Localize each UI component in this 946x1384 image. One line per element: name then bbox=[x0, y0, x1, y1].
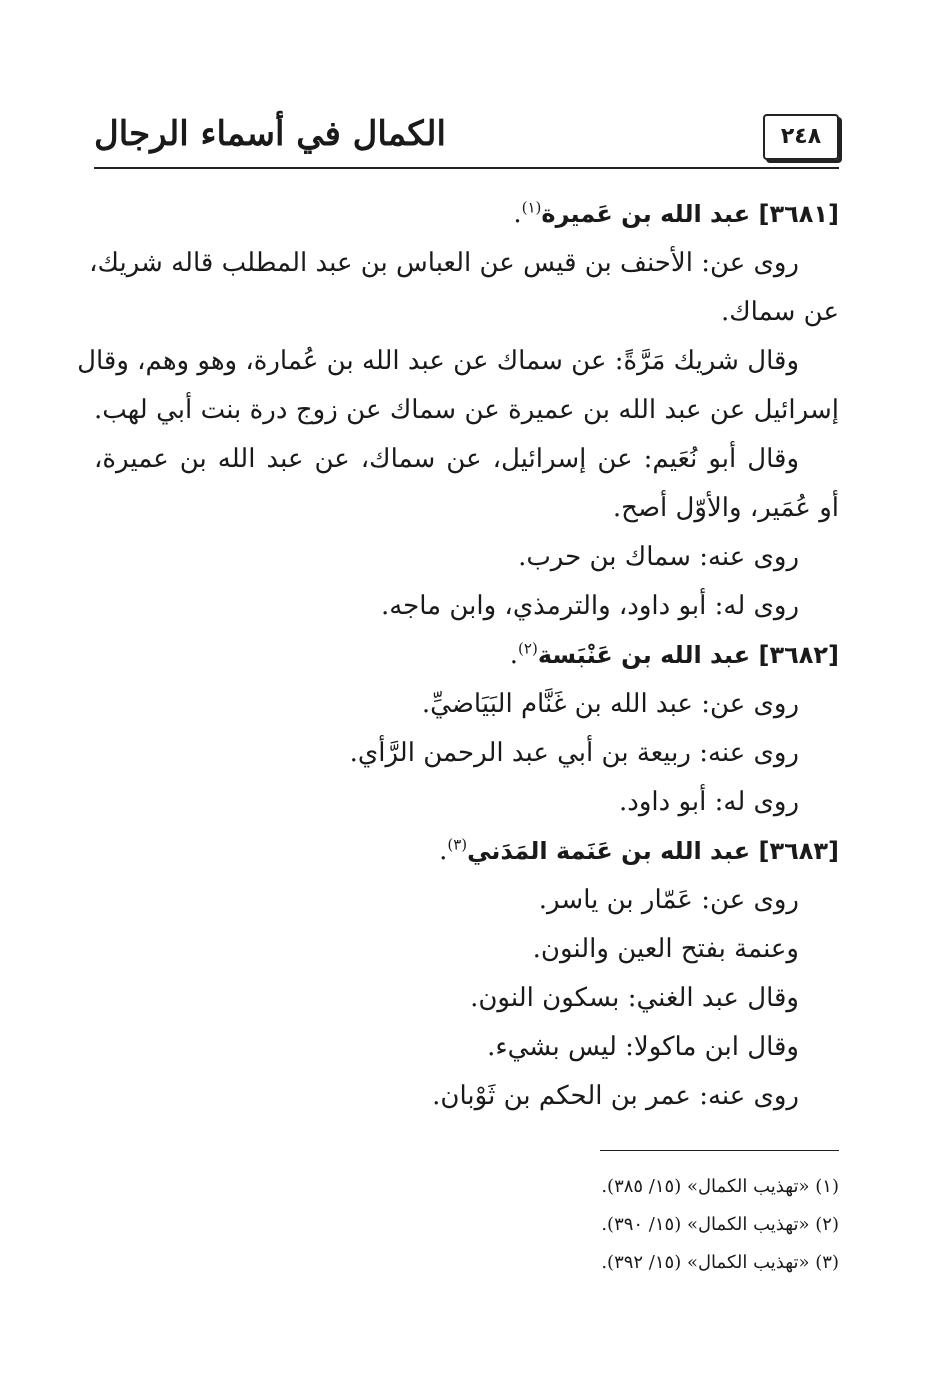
text-line: وقال شريك مَرَّةً: عن سماك عن عبد الله بن عُمارة، وهو وهم، وقال bbox=[77, 346, 799, 376]
text-line: أو عُمَير، والأوّل أصح. bbox=[612, 493, 839, 523]
text-line: روى عنه: سماك بن حرب. bbox=[518, 542, 799, 572]
text-line: إسرائيل عن عبد الله بن عميرة عن سماك عن زوج درة بنت أبي لهب. bbox=[94, 395, 839, 425]
footnote-ref: (١) bbox=[521, 198, 542, 217]
header-divider bbox=[94, 167, 839, 169]
page-header bbox=[94, 112, 839, 168]
footnote-1: (١) «تهذيب الكمال» (١٥/ ٣٨٥). bbox=[601, 1176, 839, 1197]
main-text bbox=[77, 190, 839, 1121]
book-title-calligraphy: الكمال في أسماء الرجال bbox=[94, 114, 446, 154]
footnote-3: (٣) «تهذيب الكمال» (١٥/ ٣٩٢). bbox=[601, 1252, 839, 1273]
heading-end-mark: . bbox=[513, 199, 522, 229]
text-line: وقال عبد الغني: بسكون النون. bbox=[470, 983, 799, 1013]
entry-heading-3681 bbox=[94, 190, 839, 239]
entry-heading-text: [٣٦٨٣] عبد الله بن عَنَمة المَدَني bbox=[467, 837, 839, 865]
entry-heading-text: [٣٦٨١] عبد الله بن عَميرة bbox=[541, 200, 839, 228]
text-line: روى عنه: عمر بن الحكم بن ثَوْبان. bbox=[432, 1081, 799, 1111]
footnotes-section bbox=[94, 1168, 839, 1282]
entry-heading-3683 bbox=[94, 827, 839, 876]
text-line: وقال ابن ماكولا: ليس بشيء. bbox=[487, 1032, 799, 1062]
footnote-ref: (٢) bbox=[518, 639, 538, 658]
text-line: روى عن: عَمّار بن ياسر. bbox=[538, 885, 799, 915]
heading-end-mark: . bbox=[439, 836, 448, 866]
heading-end-mark: . bbox=[509, 640, 519, 670]
text-line: روى عنه: ربيعة بن أبي عبد الرحمن الرَّأي. bbox=[349, 738, 799, 768]
entry-heading-text: [٣٦٨٢] عبد الله بن عَنْبَسة bbox=[537, 641, 839, 669]
text-line: روى له: أبو داود. bbox=[619, 787, 799, 817]
text-line: عن سماك. bbox=[720, 297, 839, 327]
footnote-2: (٢) «تهذيب الكمال» (١٥/ ٣٩٠). bbox=[601, 1214, 839, 1235]
entry-heading-3682 bbox=[94, 631, 839, 680]
text-line: روى له: أبو داود، والترمذي، وابن ماجه. bbox=[380, 591, 799, 621]
text-line: وعنمة بفتح العين والنون. bbox=[532, 934, 799, 964]
text-line: روى عن: عبد الله بن غَنَّام البَيَاضيِّ. bbox=[421, 689, 799, 719]
text-line: وقال أبو نُعَيم: عن إسرائيل، عن سماك، عن عبد الله بن عميرة، bbox=[94, 444, 800, 474]
footnote-divider bbox=[600, 1150, 839, 1151]
text-line: روى عن: الأحنف بن قيس عن العباس بن عبد المطلب قاله شريك، bbox=[89, 248, 799, 278]
page-number-box: ٢٤٨ bbox=[763, 114, 839, 160]
footnote-ref: (٣) bbox=[447, 835, 468, 854]
